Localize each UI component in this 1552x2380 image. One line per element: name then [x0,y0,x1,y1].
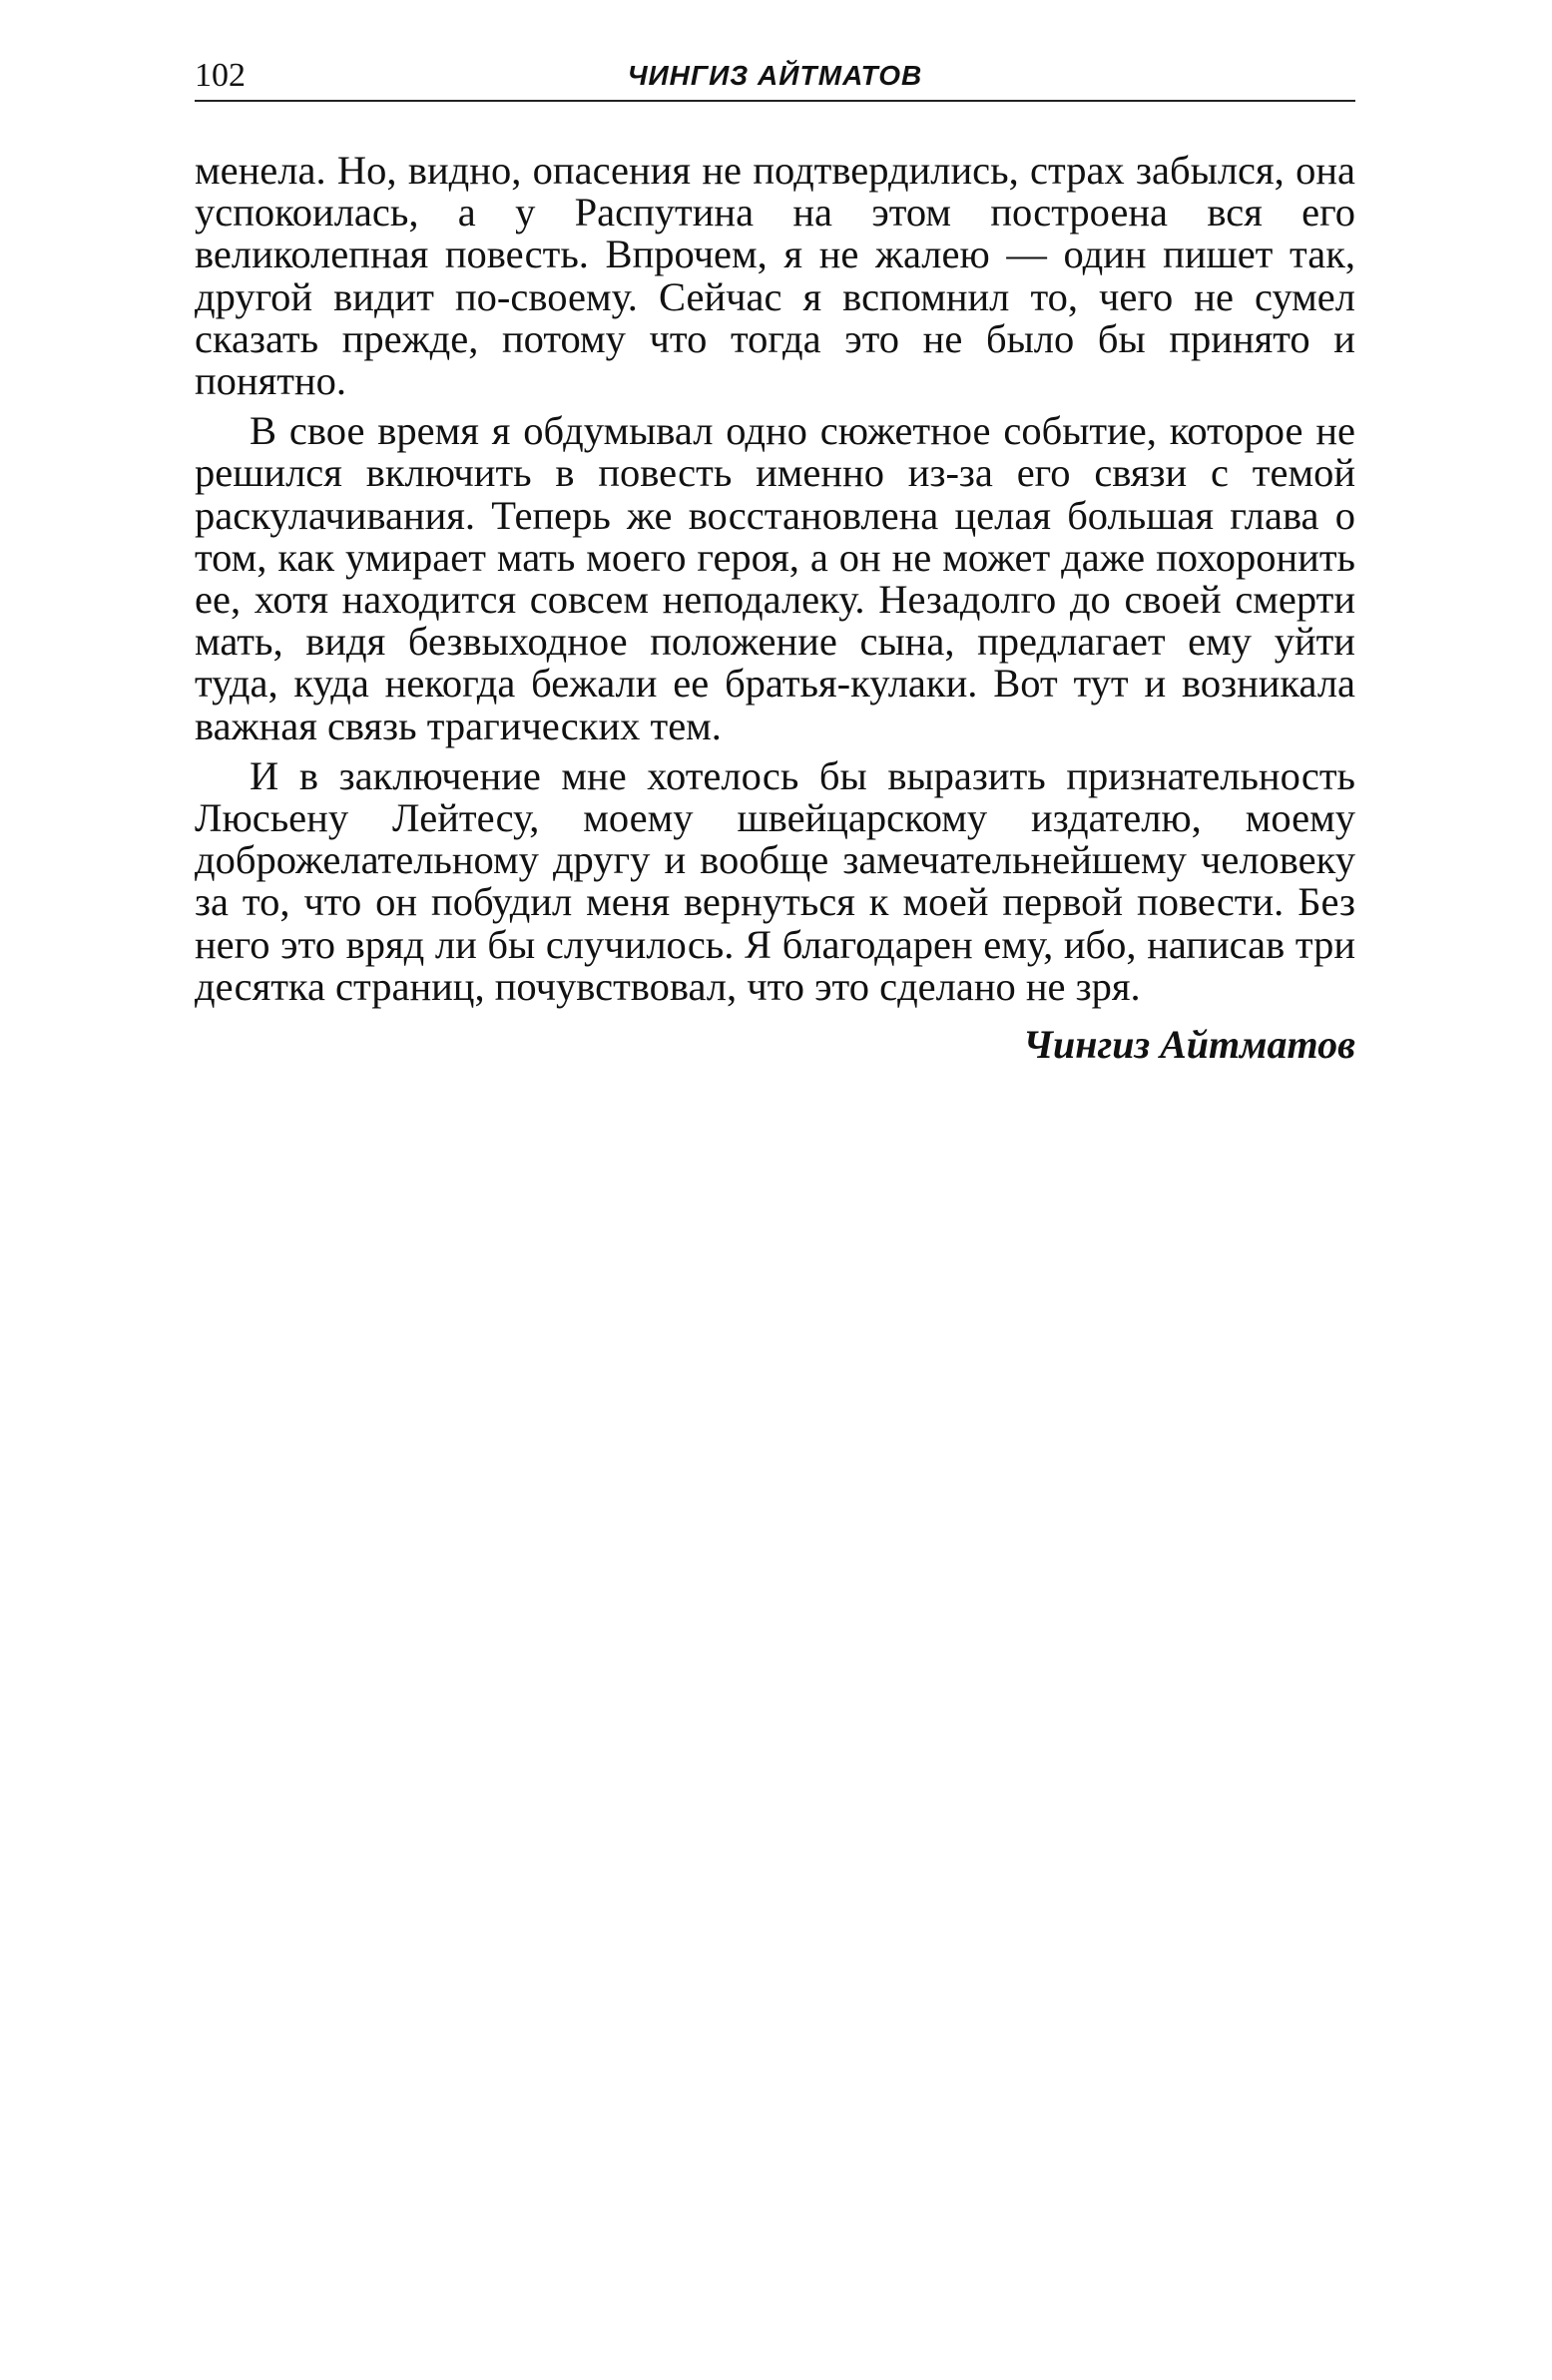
book-page [195,52,1355,1068]
paragraph-continued: менела. Но, видно, опасения не подтвердились, страх забылся, она успокоилась, а у Распутина на этом построена вся его великолепная повесть. Впрочем, я не жалею — один пишет так, другой видит по-своему. Сейчас я вспомнил то, чего не сумел сказать прежде, потому что тогда это не было бы принято и понятно. [195,148,1355,404]
author-signature: Чингиз Айтматов [1023,1022,1355,1068]
running-header [195,52,1355,102]
page-number: 102 [195,57,246,94]
body-text [195,150,1355,1008]
running-title: ЧИНГИЗ АЙТМАТОВ [627,60,923,91]
paragraph: И в заключение мне хотелось бы выразить признательность Люсьену Лейтесу, моему швейцарскому издателю, моему доброжелательному другу и вообще замечательнейшему человеку за то, что он побудил меня вернуться к моей первой повести. Без него это вряд ли бы случилось. Я благодарен ему, ибо, написав три десятка страниц, почувствовал, что это сделано не зря. [195,752,1355,1009]
paragraph: В свое время я обдумывал одно сюжетное событие, которое не решился включить в повесть именно из-за его связи с темой раскулачивания. Теперь же восстановлена целая большая глава о том, как умирает мать моего героя, а он не может даже похоронить ее, хотя находится совсем неподалеку. Незадолго до своей смерти мать, видя безвыходное положение сына, предлагает ему уйти туда, куда некогда бежали ее братья-кулаки. Вот тут и возникала важная связь трагических тем. [195,408,1355,748]
